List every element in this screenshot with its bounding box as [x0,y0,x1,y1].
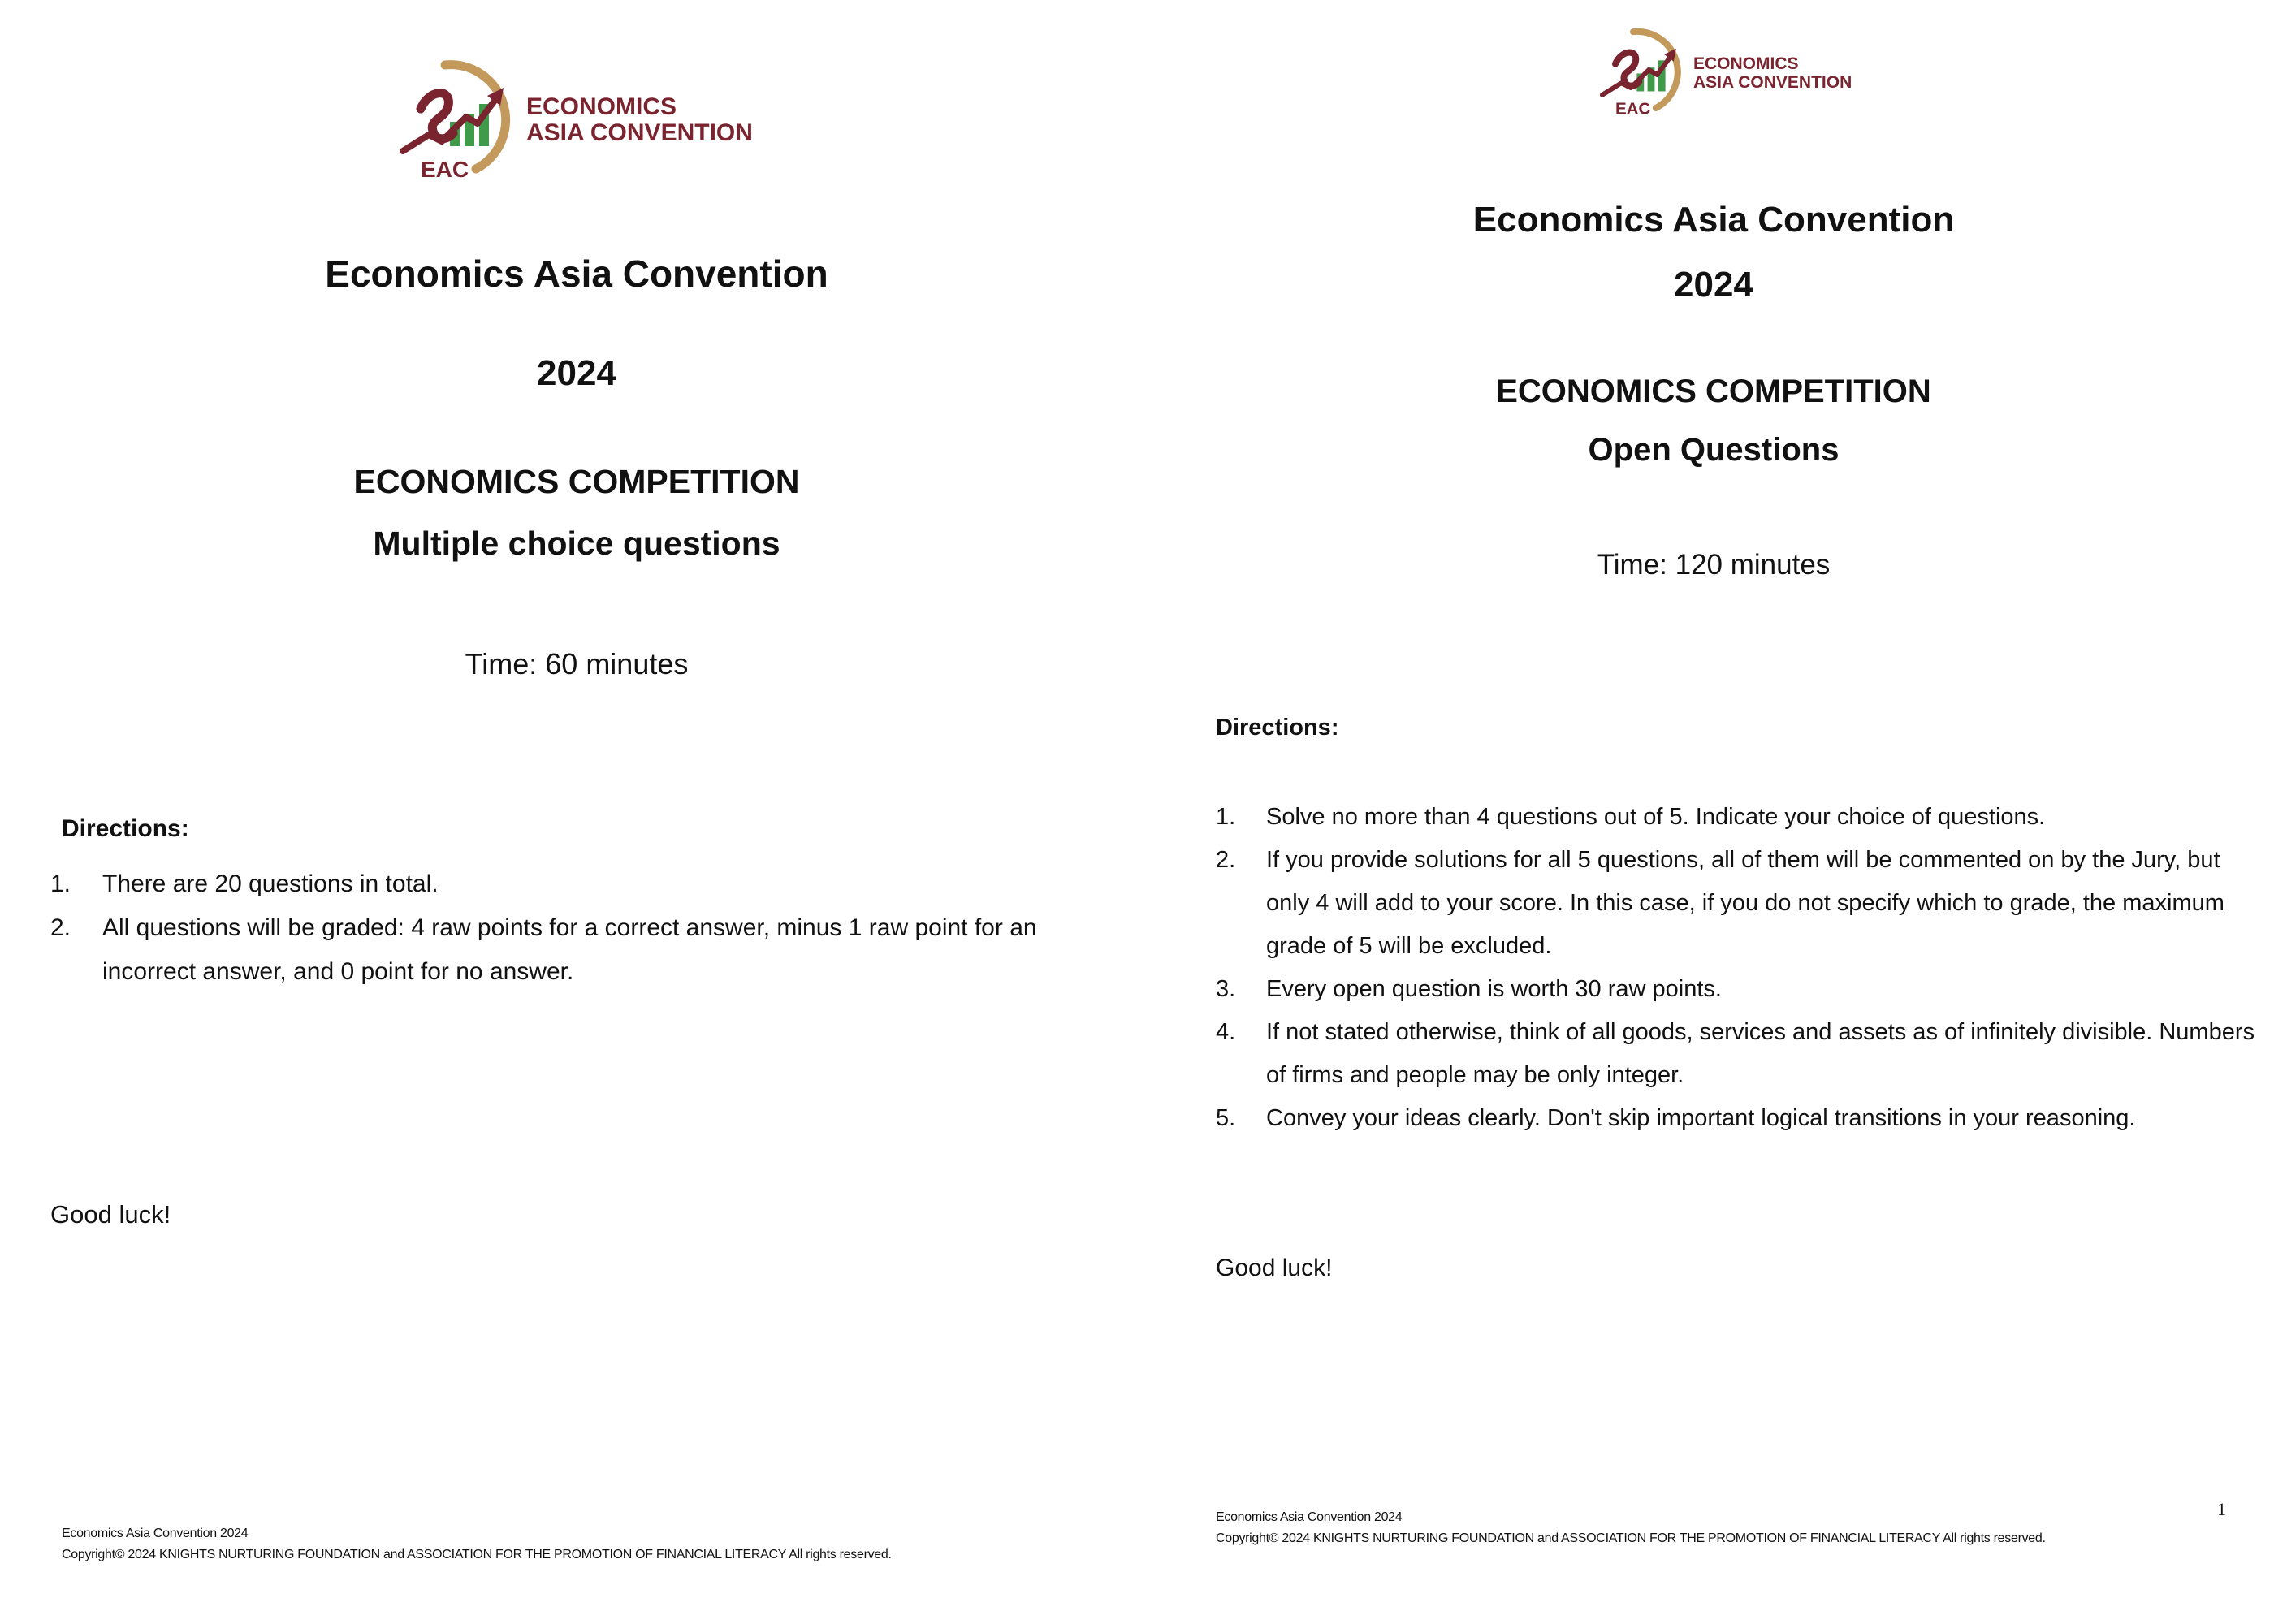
direction-item [50,862,1106,906]
logo-line-2: ASIA CONVENTION [526,119,753,147]
time-limit: Time: 60 minutes [465,647,689,680]
eac-logo [1597,24,1852,120]
section-subtitle: Open Questions [1588,432,1840,468]
year-heading: 2024 [537,353,616,393]
direction-number: 5. [1216,1105,1236,1131]
direction-item [1216,796,2255,839]
section-subtitle: Multiple choice questions [373,525,780,562]
logo-line-2: ASIA CONVENTION [1693,72,1852,92]
page-number: 1 [2217,1499,2226,1519]
logo-wordmark [1693,55,1852,92]
eac-logo [396,55,753,185]
competition-heading: ECONOMICS COMPETITION [1496,374,1931,409]
time-limit: Time: 120 minutes [1597,549,1831,581]
directions-label: Directions: [62,815,189,842]
logo-line-1: ECONOMICS [526,93,677,120]
eac-emblem-icon [1597,24,1687,120]
good-luck-text: Good luck! [50,1200,171,1229]
svg-text:EAC: EAC [1615,99,1651,119]
direction-text: If you provide solutions for all 5 questions, all of them will be commented on by the Jury, but only 4 will add to your score. In this case, if you do not specify which to grade, the maximum grade of 5 will be excluded. [1266,847,2224,959]
direction-item [1216,839,2255,968]
direction-number: 2. [1216,847,1236,873]
direction-number: 1. [50,870,71,897]
directions-list [1216,796,2255,1140]
direction-item [1216,968,2255,1011]
convention-title: Economics Asia Convention [1472,200,1955,240]
direction-number: 1. [1216,804,1236,830]
footer-event: Economics Asia Convention 2024 [1216,1510,1403,1524]
direction-item [1216,1011,2255,1097]
directions-list [50,862,1106,994]
svg-text:EAC: EAC [421,157,469,182]
footer-copyright: Copyright© 2024 KNIGHTS NURTURING FOUNDATION and ASSOCIATION FOR THE PROMOTION OF FINANCIAL LITERACY All rights reserved. [1216,1531,2046,1545]
direction-text: All questions will be graded: 4 raw points for a correct answer, minus 1 raw point for an incorrect answer, and 0 point for no answer. [102,914,1037,985]
footer-event: Economics Asia Convention 2024 [62,1527,249,1540]
direction-text: Every open question is worth 30 raw points. [1266,976,1722,1002]
good-luck-text: Good luck! [1216,1255,1333,1281]
competition-heading: ECONOMICS COMPETITION [353,463,800,500]
directions-label: Directions: [1216,715,1339,741]
footer-copyright: Copyright© 2024 KNIGHTS NURTURING FOUNDATION and ASSOCIATION FOR THE PROMOTION OF FINANCIAL LITERACY All rights reserved. [62,1548,892,1561]
page-footer [1216,1507,2046,1549]
logo-wordmark [526,94,753,147]
convention-title: Economics Asia Convention [325,253,828,295]
page-open-questions [1153,0,2274,1624]
direction-item [50,906,1106,994]
direction-item [1216,1097,2255,1140]
direction-text: Convey your ideas clearly. Don't skip important logical transitions in your reasoning. [1266,1105,2136,1131]
year-heading: 2024 [1674,265,1753,304]
direction-text: Solve no more than 4 questions out of 5. Indicate your choice of questions. [1266,804,2046,830]
logo-line-1: ECONOMICS [1693,54,1799,73]
direction-text: If not stated otherwise, think of all goods, services and assets as of infinitely divisible. Numbers of firms and people may be only integer. [1266,1019,2255,1088]
direction-text: There are 20 questions in total. [102,870,439,897]
direction-number: 4. [1216,1019,1236,1045]
direction-number: 3. [1216,976,1236,1002]
eac-emblem-icon [396,55,518,185]
direction-number: 2. [50,914,71,941]
page-footer [62,1523,892,1566]
